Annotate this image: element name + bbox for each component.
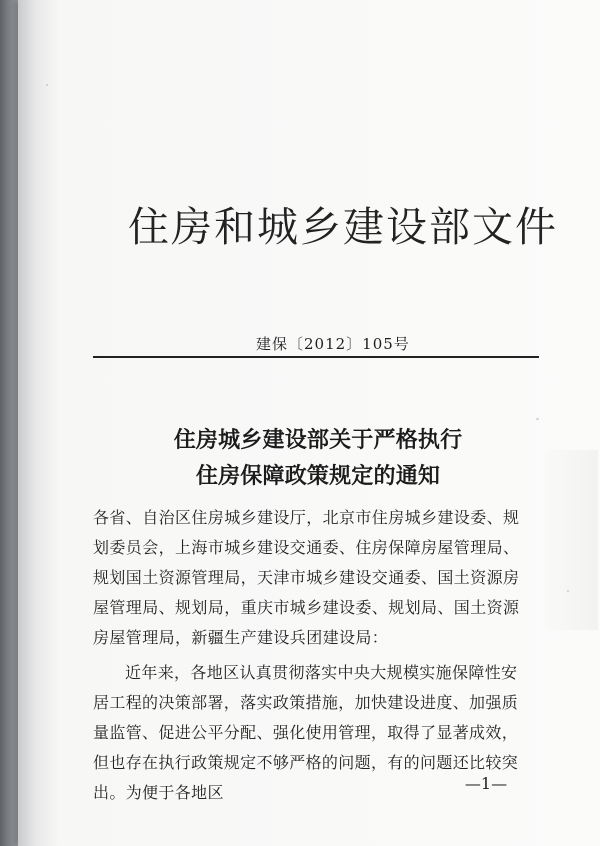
- scan-speck: [536, 418, 539, 420]
- page-number: —1—: [464, 774, 508, 793]
- addressee-paragraph: 各省、自治区住房城乡建设厅，北京市住房城乡建设委、规划委员会，上海市城乡建设交通委、住房保障房屋管理局、规划国土资源管理局，天津市城乡建设交通委、国土资源房屋管理局、规划局，重庆市城乡建设委、规划局、国土资源房屋管理局，新疆生产建设兵团建设局：: [93, 508, 520, 647]
- scan-speck: [567, 590, 569, 592]
- body-paragraph: 近年来，各地区认真贯彻落实中央大规模实施保障性安居工程的决策部署，落实政策措施，加快建设进度、加强质量监管、促进公平分配、强化使用管理，取得了显著成效，但也存在执行政策规定不够严格的问题，有的问题还比较突出。为便于各地区: [93, 663, 519, 802]
- document-page: [18, 0, 600, 846]
- issuer-header: 住房和城乡建设部文件: [128, 203, 558, 251]
- scan-fold-shadow: [0, 0, 18, 846]
- scan-speck: [514, 706, 516, 709]
- scan-speck: [46, 84, 48, 86]
- notice-title: 住房城乡建设部关于严格执行 住房保障政策规定的通知: [173, 427, 463, 489]
- header-rule: [93, 356, 539, 358]
- document-number: 建保〔2012〕105号: [256, 335, 410, 353]
- paper-bleed-shadow: [538, 450, 598, 630]
